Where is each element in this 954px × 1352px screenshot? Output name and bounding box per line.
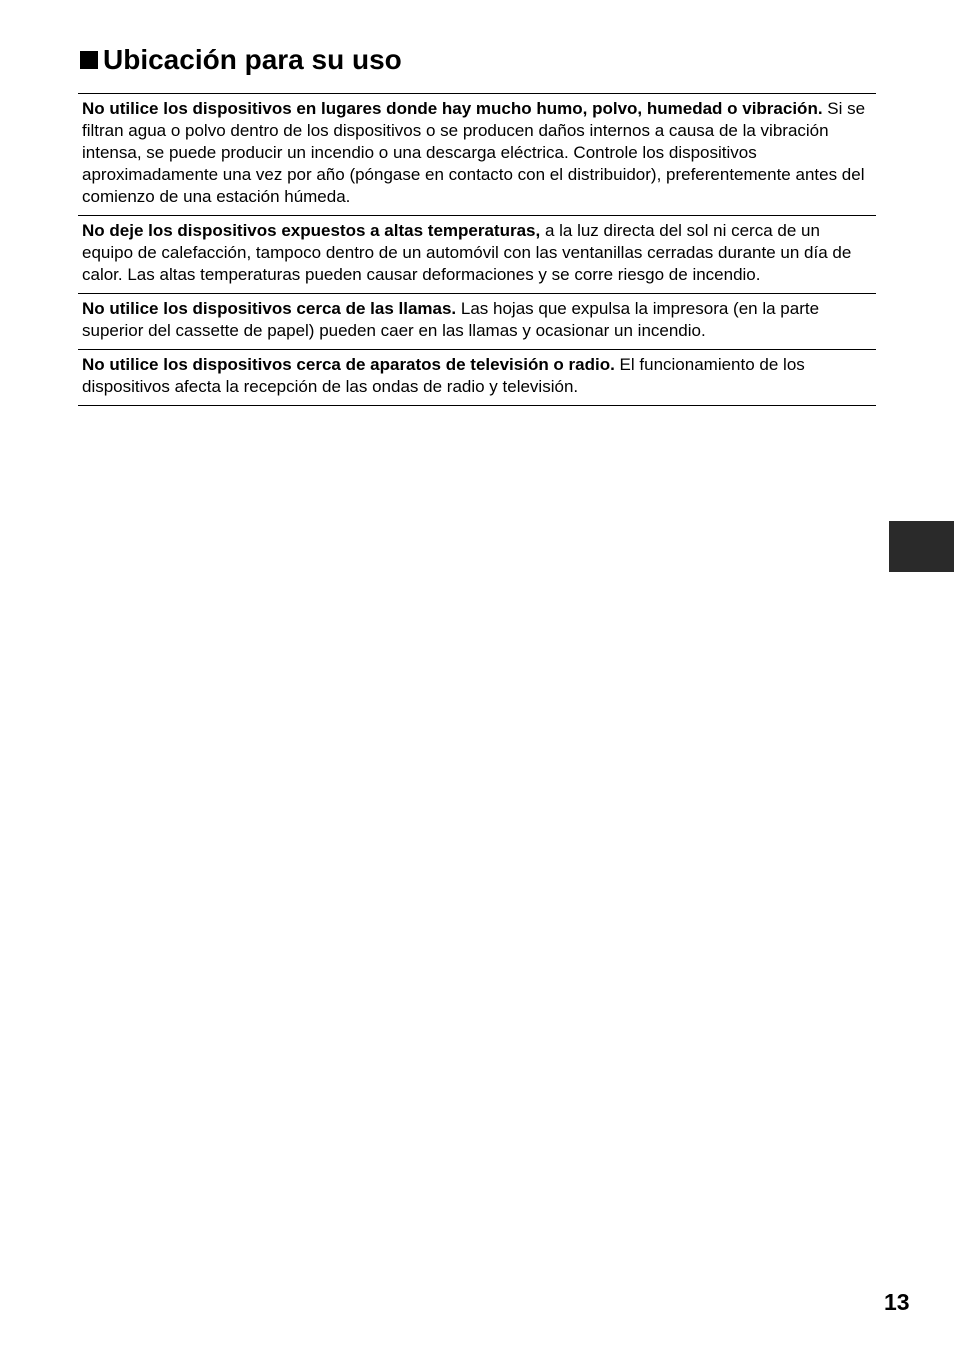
filled-square-icon xyxy=(80,51,98,69)
precaution-lead: No utilice los dispositivos cerca de aparatos de televisión o radio. xyxy=(82,355,615,374)
precaution-lead: No deje los dispositivos expuestos a altas temperaturas, xyxy=(82,221,541,240)
precaution-entry xyxy=(78,94,876,215)
precaution-lead: No utilice los dispositivos cerca de las llamas. xyxy=(82,299,457,318)
precaution-lead: No utilice los dispositivos en lugares donde hay mucho humo, polvo, humedad o vibración. xyxy=(82,99,823,118)
precaution-text: Las hojas que expulsa la impresora (en la parte superior del cassette de papel) pueden caer en las llamas y ocasionar un incendio. xyxy=(82,299,820,340)
precautions-list xyxy=(78,93,876,406)
section-title: Ubicación para su uso xyxy=(103,44,402,75)
chapter-tab-marker xyxy=(889,521,954,572)
precaution-text: a la luz directa del sol ni cerca de un equipo de calefacción, tampoco dentro de un automóvil con las ventanillas cerradas durante un día de calor. Las altas temperaturas pueden causar deformaciones y se corre riesgo de incendio. xyxy=(82,221,852,284)
precaution-entry xyxy=(78,293,876,349)
precaution-text: Si se filtran agua o polvo dentro de los dispositivos o se producen daños internos a causa de la vibración intensa, se puede producir un incendio o una descarga eléctrica. Controle los dispositivos aproximadamente una vez por año (póngase en contacto con el distribuidor), preferentemente antes del comienzo de una estación húmeda. xyxy=(82,99,866,206)
precaution-entry xyxy=(78,349,876,405)
section-heading xyxy=(80,42,402,78)
precaution-entry xyxy=(78,215,876,293)
precaution-text: El funcionamiento de los dispositivos afecta la recepción de las ondas de radio y televisión. xyxy=(82,355,805,396)
page-number: 13 xyxy=(884,1289,910,1315)
